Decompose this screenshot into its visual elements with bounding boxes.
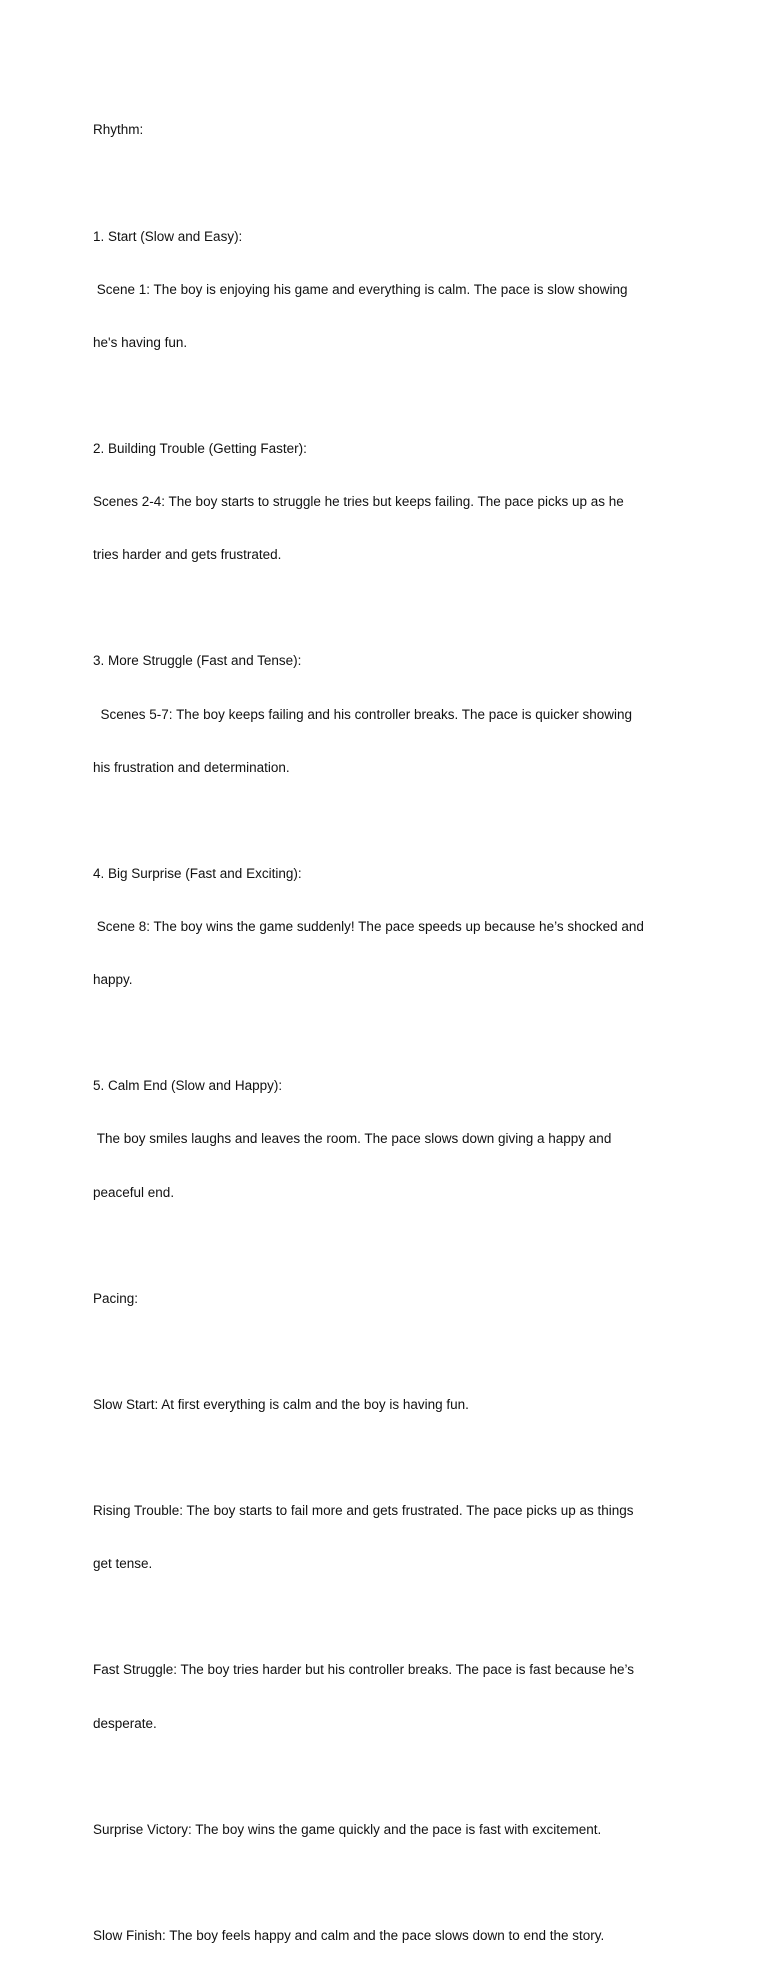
rhythm-item-4-text: Scene 8: The boy wins the game suddenly! The pace speeds up because he’s shocked and (93, 918, 644, 934)
rhythm-item-4-text: happy. (93, 972, 133, 988)
pacing-item-slow-start: Slow Start: At first everything is calm and the boy is having fun. (93, 1396, 469, 1412)
rhythm-item-5-text: peaceful end. (93, 1184, 175, 1200)
rhythm-item-3-text: Scenes 5-7: The boy keeps failing and his controller breaks. The pace is quicker showing (93, 706, 633, 722)
rhythm-item-1-title: 1. Start (Slow and Easy): (93, 228, 243, 244)
pacing-heading: Pacing: (93, 1290, 139, 1306)
pacing-item-fast-struggle: desperate. (93, 1715, 157, 1731)
blank-line (93, 387, 683, 405)
rhythm-item-5-title: 5. Calm End (Slow and Happy): (93, 1078, 283, 1094)
document-page (93, 86, 683, 1962)
pacing-item-fast-struggle: Fast Struggle: The boy tries harder but his controller breaks. The pace is fast because he’s (93, 1662, 635, 1678)
pacing-item-surprise-victory: Surprise Victory: The boy wins the game quickly and the pace is fast with excitement. (93, 1821, 602, 1837)
blank-line (93, 1449, 683, 1467)
blank-line (93, 175, 683, 193)
rhythm-item-3-title: 3. More Struggle (Fast and Tense): (93, 653, 302, 669)
blank-line (93, 812, 683, 830)
blank-line (93, 1024, 683, 1042)
blank-line (93, 1768, 683, 1786)
rhythm-item-1-text: Scene 1: The boy is enjoying his game and everything is calm. The pace is slow showing (93, 281, 628, 297)
blank-line (93, 1874, 683, 1892)
rhythm-heading: Rhythm: (93, 122, 144, 138)
pacing-item-slow-finish: Slow Finish: The boy feels happy and calm and the pace slows down to end the story. (93, 1927, 605, 1943)
blank-line (93, 1608, 683, 1626)
rhythm-item-4-title: 4. Big Surprise (Fast and Exciting): (93, 865, 302, 881)
rhythm-item-2-title: 2. Building Trouble (Getting Faster): (93, 441, 307, 457)
blank-line (93, 599, 683, 617)
rhythm-item-2-text: Scenes 2-4: The boy starts to struggle he tries but keeps failing. The pace picks up as he (93, 494, 624, 510)
pacing-item-rising-trouble: get tense. (93, 1556, 153, 1572)
blank-line (93, 1237, 683, 1255)
rhythm-item-5-text: The boy smiles laughs and leaves the room. The pace slows down giving a happy and (93, 1131, 612, 1147)
rhythm-item-3-text: his frustration and determination. (93, 759, 290, 775)
rhythm-item-1-text: he's having fun. (93, 334, 188, 350)
pacing-item-rising-trouble: Rising Trouble: The boy starts to fail more and gets frustrated. The pace picks up as things (93, 1503, 634, 1519)
rhythm-item-2-text: tries harder and gets frustrated. (93, 547, 282, 563)
blank-line (93, 1343, 683, 1361)
